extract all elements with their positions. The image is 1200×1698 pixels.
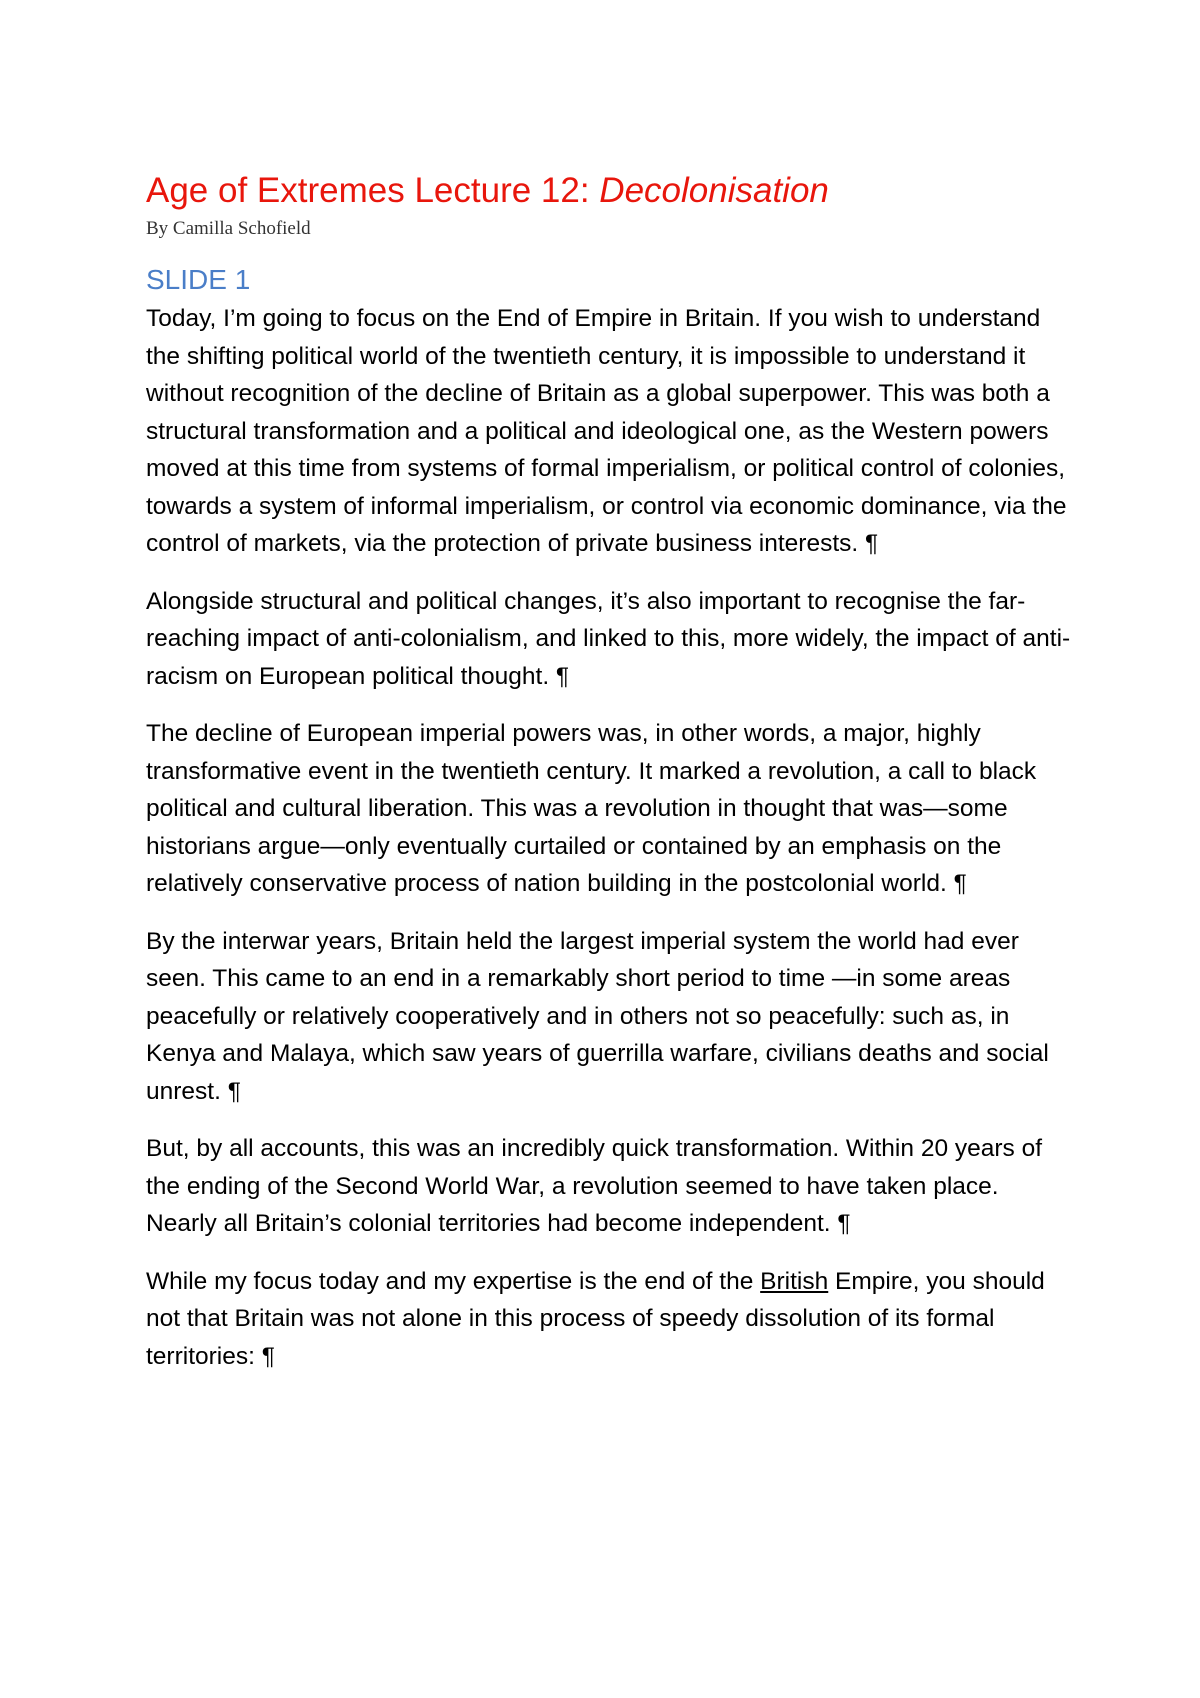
paragraph-6 bbox=[146, 1263, 1076, 1376]
document-body bbox=[146, 168, 1076, 1395]
paragraph-6-before: While my focus today and my expertise is the end of the bbox=[146, 1267, 761, 1295]
page-title bbox=[146, 168, 1076, 214]
paragraph-2: Alongside structural and political changes, it’s also important to recognise the far-reaching impact of anti-colonialism, and linked to this, more widely, the impact of anti-racism on European political thought. ¶ bbox=[146, 587, 1071, 690]
paragraph-4: By the interwar years, Britain held the largest imperial system the world had ever seen. This came to an end in a remarkably short period to time —in some areas peacefully or relatively cooperatively and in others not so peacefully: such as, in Kenya and Malaya, which saw years of guerrilla warfare, civilians deaths and social unrest. ¶ bbox=[146, 927, 1049, 1105]
title-emphasis: Decolonisation bbox=[599, 171, 829, 210]
paragraph-1: Today, I’m going to focus on the End of Empire in Britain. If you wish to understand the shifting political world of the twentieth century, it is impossible to understand it without recognition of the decline of Britain as a global superpower. This was both a structural transformation and a political and ideological one, as the Western powers moved at this time from systems of formal imperialism, or political control of colonies, towards a system of informal imperialism, or control via economic dominance, via the control of markets, via the protection of private business interests. ¶ bbox=[146, 305, 1067, 557]
underlined-word-british: British bbox=[760, 1267, 829, 1295]
paragraph-6-after: Empire, you should not that Britain was not alone in this process of speedy dissolution of its formal territories: ¶ bbox=[146, 1267, 1045, 1370]
slide-heading: SLIDE 1 bbox=[146, 264, 251, 295]
author-byline: By Camilla Schofield bbox=[146, 218, 311, 239]
paragraph-5: But, by all accounts, this was an incredibly quick transformation. Within 20 years of the ending of the Second World War, a revolution seemed to have taken place. Nearly all Britain’s colonial territories had become independent. ¶ bbox=[146, 1135, 1043, 1237]
paragraph-3: The decline of European imperial powers was, in other words, a major, highly transformative event in the twentieth century. It marked a revolution, a call to black political and cultural liberation. This was a revolution in thought that was—some historians argue—only eventually curtailed or contained by an emphasis on the relatively conservative process of nation building in the postcolonial world. ¶ bbox=[146, 720, 1037, 897]
title-main: Age of Extremes Lecture 12: bbox=[146, 171, 600, 210]
